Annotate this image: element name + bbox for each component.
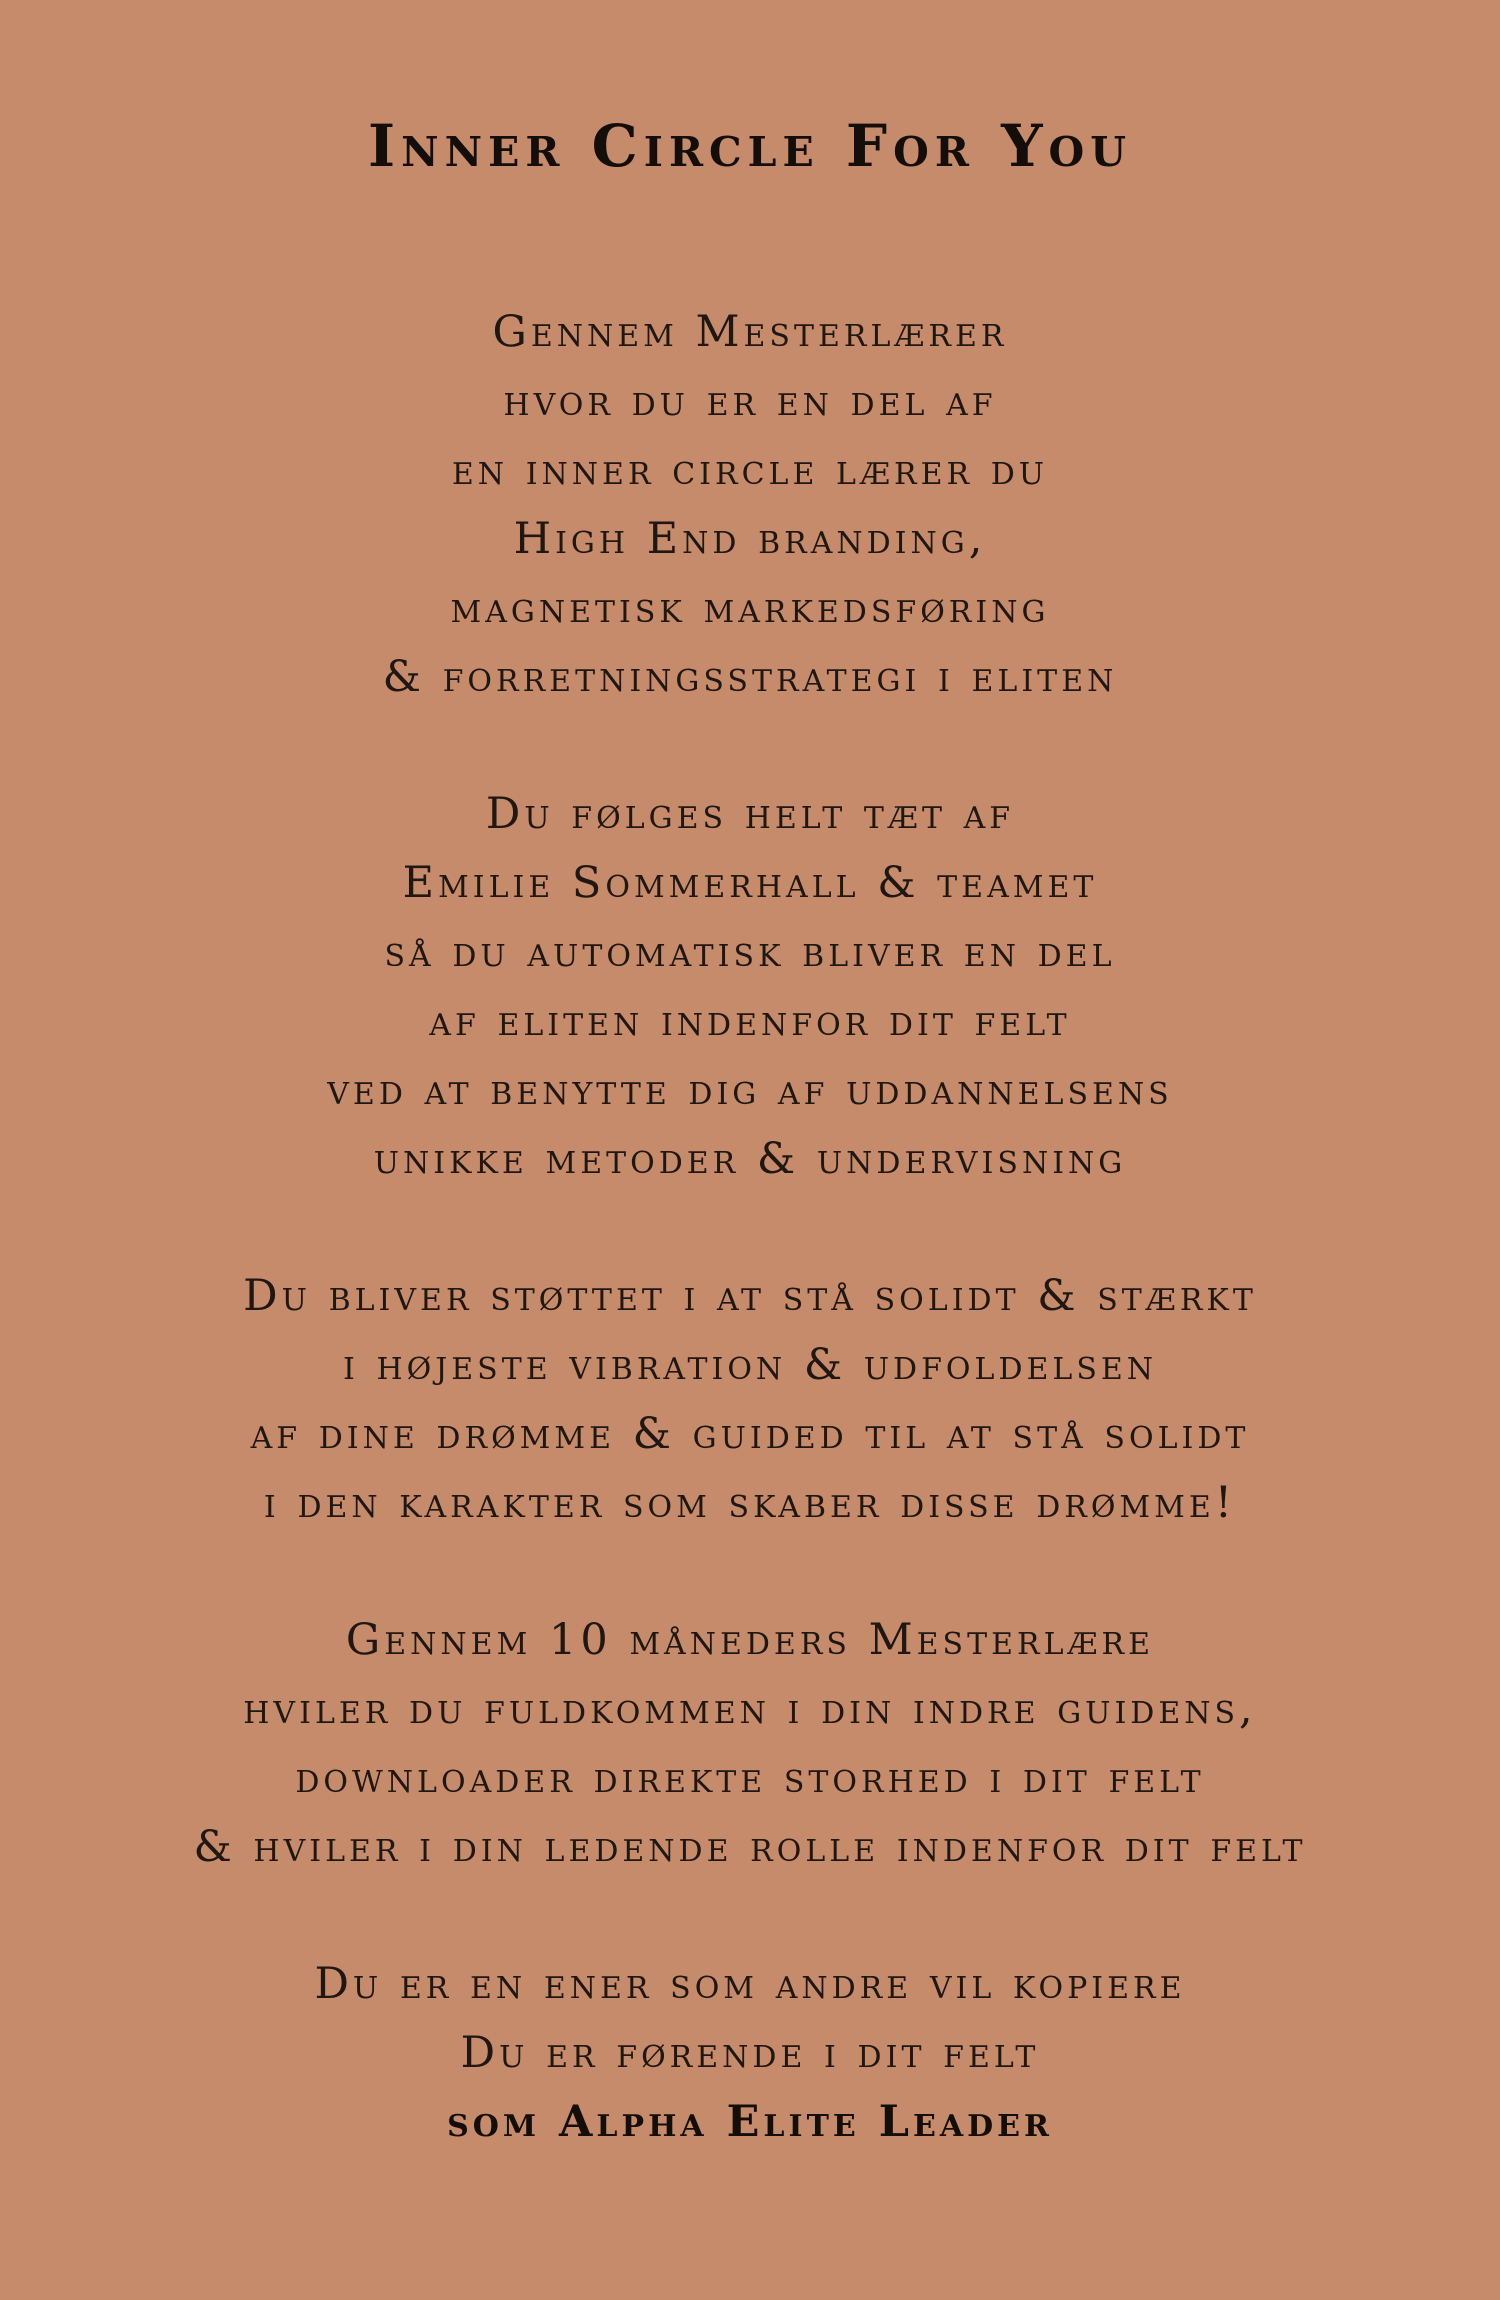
stanza-3 <box>0 1262 1500 1538</box>
stanza-line: en inner circle lærer du <box>451 445 1049 495</box>
stanza-2 <box>0 780 1500 1194</box>
stanza-line: Emilie Sommerhall & teamet <box>402 858 1098 908</box>
stanza-line: af dine drømme & guided til at stå solidt <box>250 1409 1250 1459</box>
stanza-line: High End branding, <box>513 514 987 564</box>
stanza-line: Du følges helt tæt af <box>485 789 1015 839</box>
stanza-5 <box>0 1950 1500 2157</box>
stanza-line: & hviler i din ledende rolle indenfor dit felt <box>193 1822 1307 1872</box>
stanza-line: Du er en ener som andre vil kopiere <box>314 1959 1186 2009</box>
stanza-line: magnetisk markedsføring <box>450 583 1050 633</box>
stanza-line: Du er førende i dit felt <box>460 2028 1040 2078</box>
stanza-line: så du automatisk bliver en del <box>384 927 1116 977</box>
poem-body <box>0 298 1500 2157</box>
page-title: Inner Circle For You <box>368 112 1132 180</box>
stanza-line: i den karakter som skaber disse drømme! <box>263 1478 1237 1528</box>
closing-tagline: som Alpha Elite Leader <box>447 2097 1053 2147</box>
stanza-line: downloader direkte storhed i dit felt <box>295 1753 1205 1803</box>
stanza-line: Du bliver støttet i at stå solidt & stærkt <box>243 1271 1257 1321</box>
stanza-line: Gennem 10 måneders Mesterlære <box>345 1615 1155 1665</box>
stanza-line: Gennem Mesterlærer <box>492 307 1008 357</box>
stanza-1 <box>0 298 1500 712</box>
stanza-line: hviler du fuldkommen i din indre guidens, <box>243 1684 1257 1734</box>
stanza-line: i højeste vibration & udfoldelsen <box>342 1340 1158 1390</box>
stanza-line: hvor du er en del af <box>503 376 997 426</box>
stanza-4 <box>0 1606 1500 1882</box>
stanza-line: & forretningsstrategi i eliten <box>382 652 1118 702</box>
stanza-line: ved at benytte dig af uddannelsens <box>327 1065 1173 1115</box>
stanza-line: af eliten indenfor dit felt <box>429 996 1071 1046</box>
stanza-line: unikke metoder & undervisning <box>373 1134 1127 1184</box>
